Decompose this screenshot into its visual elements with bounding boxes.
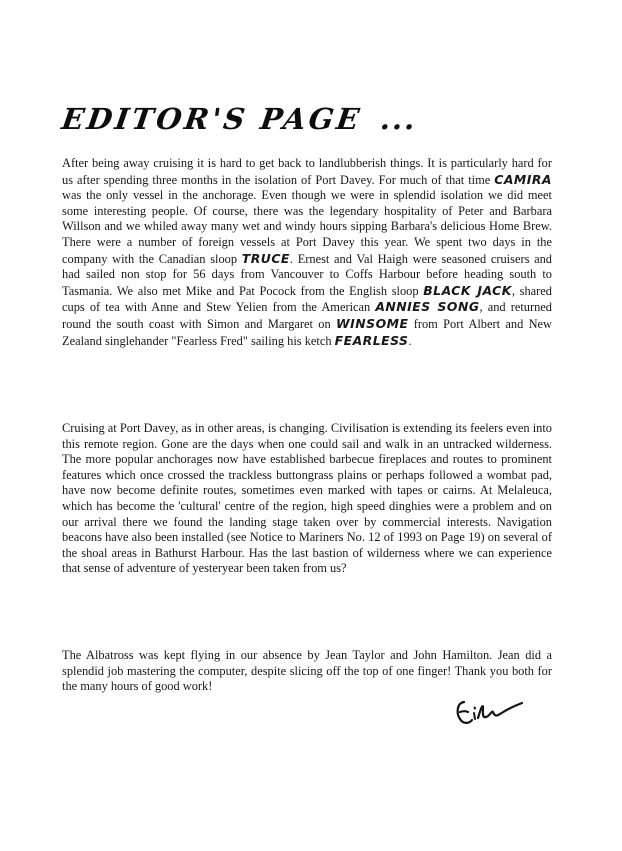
paragraph-text: . bbox=[408, 333, 412, 348]
page-title bbox=[59, 102, 417, 136]
vessel-name-truce: TRUCE bbox=[241, 250, 290, 266]
paragraph-text: , and returned round the south coast with Simon and Margaret on bbox=[62, 300, 553, 331]
paragraph-text: was the only vessel in the anchorage. Even though we were in splendid isolation we did meet some interesting people. Of course, there was the legendary hospitality of Peter and Barbara Willson and we whiled away many wet and windy hours sipping Barbara's delicious Home Brew. There were a number of foreign vessels at Port Davey this year. We spent two days in the company with the Canadian sloop bbox=[62, 188, 552, 266]
vessel-name-winsome: WINSOME bbox=[336, 315, 409, 331]
paragraph-port-davey-visitors bbox=[62, 156, 552, 349]
paragraph-text: from Port Albert and New Zealand singlehander "Fearless Fred" sailing his ketch bbox=[62, 316, 552, 348]
paragraph-cruising-changes: Cruising at Port Davey, as in other areas, is changing. Civilisation is extending its feelers even into this remote region. Gone are the days when one could sail and walk in an untracked wilderness. The more popular anchorages now have established barbecue fireplaces and routes to prominent features which once crossed the trackless buttongrass plains or perhaps followed a wombat pad, have now become definite routes, sometimes even marked with tapes or cairns. At Melaleuca, which has become the 'cultural' centre of the region, high speed dinghies were a problem and on our arrival there we found the landing stage taken over by commercial interests. Navigation beacons have also been installed (see Notice to Mariners No. 12 of 1993 on Page 19) on several of the shoal areas in Bathurst Harbour. Has the last bastion of wilderness where we can experience that sense of adventure of yesteryear been taken from us? bbox=[62, 421, 552, 576]
paragraph-acknowledgement: The Albatross was kept flying in our absence by Jean Taylor and John Hamilton. Jean did a splendid job mastering the computer, despite slicing off the top of one finger! Thank you both for the many hours of good work! bbox=[62, 648, 552, 694]
paragraph-text: After being away cruising it is hard to get back to landlubberish things. It is particularly hard for us after spending three months in the isolation of Port Davey. For much of that time bbox=[62, 156, 552, 187]
page-title-text: EDITOR'S PAGE bbox=[59, 102, 365, 136]
paragraph-text: . Ernest and Val Haigh were seasoned cruisers and had sailed non stop for 56 days from Vancouver to Coffs Harbour before heading south to Tasmania. We also met Mike and Pat Pocock from the English sloop bbox=[62, 251, 552, 298]
vessel-name-annies-song: ANNIES SONG bbox=[375, 299, 480, 315]
editor-signature bbox=[452, 693, 532, 733]
page-title-ellipsis: ... bbox=[379, 102, 417, 136]
vessel-name-camira: CAMIRA bbox=[494, 171, 552, 187]
vessel-name-black-jack: BLACK JACK bbox=[423, 282, 512, 298]
paragraph-text: , shared cups of tea with Anne and Stew Yelien from the American bbox=[62, 283, 552, 315]
vessel-name-fearless: FEARLESS bbox=[334, 332, 409, 348]
